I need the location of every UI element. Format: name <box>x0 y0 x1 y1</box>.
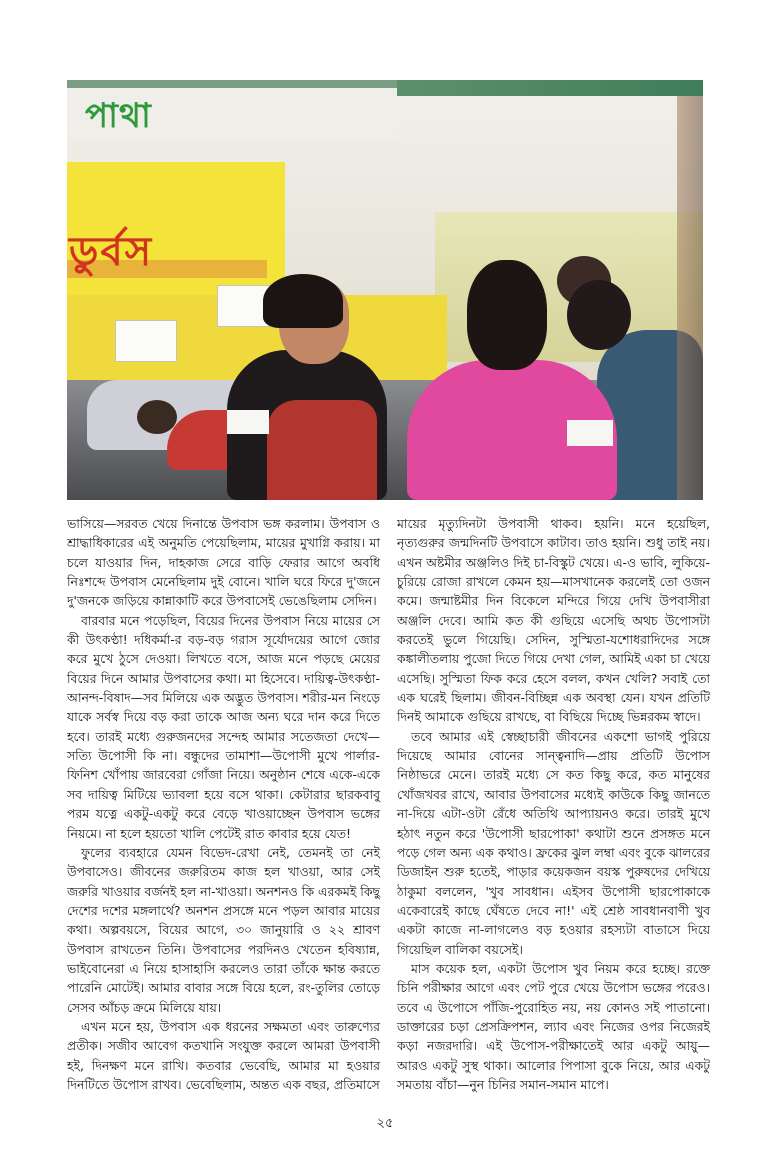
paragraph: মাস কয়েক হল, একটা উপোস খুব নিয়ম করে হচ্ছে। রক্তে চিনি পরীক্ষার আগে এবং পেট পুরে খেয়ে উপোস ভঙ্গের পরেও। তবে এ উপোসে পাঁজি-পুরোহিত নয়, নয় কোনও সই পাতানো। ডাক্তারের চড়া প্রেসক্রিপশন, ল্যাব এবং নিজের ওপর নিজেরই কড়া নজরদারি। এই উপোস-পরীক্ষাতেই আর একটু আয়ু—আরও একটু সুস্থ থাকা। আলোর পিপাসা বুকে নিয়ে, আর একটু সমতায় বাঁচা—নুন চিনির সমান-সমান মাপে। <box>397 960 710 1092</box>
photo-woman-left-sari <box>267 400 377 500</box>
photo-canopy <box>397 80 703 96</box>
paragraph: বারবার মনে পড়েছিল, বিয়ের দিনের উপবাস নিয়ে মায়ের সে কী উৎকণ্ঠা! দধিকর্মা-র বড়-বড় গরাস সূর্যোদয়ের আগে জোর করে মুখে ঠুসে দেওয়া। লিখতে বসে, আজ মনে পড়ছে মেয়ের বিয়ের দিনে আমার উপবাসের কথা। মা হিসেবে। দায়িত্ব-উৎকণ্ঠা-আনন্দ-বিষাদ—সব মিলিয়ে এক অদ্ভুত উপবাস। শরীর-মন নিংড়ে যাকে সর্বস্ব দিয়ে বড় করা তাকে আজ অন্য ঘরে দান করে দিতে হবে। তারই মধ্যে গুরুজনদের সন্দেহ আমার সতেজতা দেখে—সত্যি উপোসী কি না। বন্ধুদের তামাশা—উপোসী মুখে পার্লার-ফিনিশ খোঁপায় জারবেরা গোঁজা নিয়ে। অনুষ্ঠান শেষে একে-একে সব দায়িত্ব মিটিয়ে ভ্যাবলা হয়ে বসে থাকা। কেটারার ছারকবাবু পরম যত্নে একটু-একটু করে বেড়ে খাওয়াচ্ছেন উপবাস ভঙ্গের নিয়মে। না হলে হয়তো খালি পেটেই রাত কাবার হয়ে যেত! <box>67 612 380 841</box>
photo <box>67 80 703 500</box>
photo-paper-note <box>115 320 177 362</box>
photo-canopy-left <box>67 80 397 88</box>
right-column <box>397 514 710 1094</box>
paragraph: এখন মনে হয়, উপবাস এক ধরনের সক্ষমতা এবং তারুণ্যের প্রতীক। সজীব আবেগ কতখানি সংযুক্ত করলে আমরা উপবাসী হই, দিনক্ষণ মনে রাখি। কতবার ভেবেছি, আমার মা হওয়ার দিনটিতে উপোস রাখব। ভেবেছিলাম, অন্তত এক বছর, প্রতিমাসে <box>67 1018 380 1092</box>
paragraph: তবে আমার এই স্বেচ্ছাচারী জীবনের একশো ভাগই পুরিয়ে দিয়েছে আমার বোনের সান্ত্বনাদি—প্রায় প্রতিটি উপোস নিষ্ঠাভরে মেনে। তারই মধ্যে সে কত কিছু করে, কত মানুষের খোঁজখবর রাখে, আবার উপবাসের মধ্যেই কাউকে কিছু জানতে না-দিয়ে এটা-ওটা রেঁধে অতিথি আপ্যায়নও করে। তারই মুখে হঠাৎ নতুন করে 'উপোসী ছারপোকা' কথাটা শুনে প্রসঙ্গত মনে পড়ে গেল অন্য এক কথাও। ফ্রকের ঝুল লম্বা এবং বুকে ঝালরের ডিজাইন শুরু হতেই, পাড়ার কয়েকজন বয়স্ক পুরুষদের দেখিয়ে ঠাকুমা বললেন, 'খুব সাবধান। এইসব উপোসী ছারপোকাকে একেবারেই কাছে ঘেঁষতে দেবে না!' এই শ্রেষ্ঠ সাবধানবাণী খুব একটা কাজে না-লাগলেও বড় হওয়ার রহস্যটা বাতাসে দিয়ে গিয়েছিল বালিকা বয়সেই। <box>397 728 710 957</box>
photo-armband <box>227 410 269 434</box>
paragraph: ভাসিয়ে—সরবত খেয়ে দিনান্তে উপবাস ভঙ্গ করলাম। উপবাস ও শ্রাদ্ধাধিকারের এই অনুমতি পেয়েছিলাম, মায়ের মুখাগ্নি করায়। মা চলে যাওয়ার দিন, দাহকাজ সেরে বাড়ি ফেরার আগে অবধি নিঃশব্দে উপবাস মেনেছিলাম দুই বোনে। খালি ঘরে ফিরে দু'জনে দু'জনকে জড়িয়ে কান্নাকাটি করে উপবাসেই ভেঙেছিলাম সেদিন। <box>67 516 380 609</box>
photo-woman-left-hair <box>263 274 343 328</box>
left-column <box>67 514 380 1094</box>
page-number: ২৫ <box>376 1116 394 1131</box>
photo-panel-text: ডুর্বস <box>69 229 154 275</box>
photo-woman-pink-head <box>467 260 547 370</box>
paragraph: ফুলের ব্যবহারে যেমন বিভেদ-রেখা নেই, তেমনই তা নেই উপবাসেও। জীবনের জরুরিতম কাজ হল খাওয়া, আর সেই জরুরি খাওয়ার বর্জনই হল না-খাওয়া। অনশনও কি এরকমই কিছু দেশের দশের মঙ্গলার্থে? অনশন প্রসঙ্গে মনে পড়ল আবার মায়ের কথা। অল্পবয়সে, বিয়ের আগে, ৩০ জানুয়ারি ও ২২ শ্রাবণ উপবাস রাখতেন তিনি। উপবাসের পরদিনও খেতেন হবিষ্যান্ন, ভাইবোনেরা এ নিয়ে হাসাহাসি করলেও তারা তাঁকে ক্ষান্ত করতে পারেনি মোটেই। আমার বাবার সঙ্গে বিয়ে হলে, রং-তুলির তোড়ে সেসব আঁচড় ক্রমে মিলিয়ে যায়। <box>67 844 380 1015</box>
photo-sleeping-person-head <box>137 400 177 434</box>
photo-pillar <box>677 96 703 500</box>
photo-armband <box>567 420 613 446</box>
photo-woman-right-head <box>567 280 631 350</box>
paragraph: মায়ের মৃত্যুদিনটা উপবাসী থাকব। হয়নি। মনে হয়েছিল, নৃত্যগুরুর জন্মদিনটি উপবাসে কাটাব। তাও হয়নি। শুধু তাই নয়। এখন অষ্টমীর অঞ্জলিও দিই চা-বিস্কুট খেয়ে। এ-ও ভাবি, লুকিয়ে-চুরিয়ে রোজা রাখলে কেমন হয়—মাসখানেক করলেই তো ওজন কমে। জন্মাষ্টমীর দিন বিকেলে মন্দিরে গিয়ে দেখি উপবাসীরা অঞ্জলি দেবে। আমি কত কী গুছিয়ে এসেছি অথচ উপোসটা করতেই ভুলে গিয়েছি। সেদিন, সুস্মিতা-যশোধরাদিদের সঙ্গে কঙ্কালীতলায় পুজো দিতে গিয়ে দেখা গেল, আমিই একা চা খেয়ে এসেছি। সুস্মিতা ফিক করে হেসে বলল, কখন খেলি? সবাই তো এক ঘরেই ছিলাম। জীবন-বিচ্ছিন্ন এক অবস্থা যেন। যখন প্রতিটি দিনই আমাকে গুছিয়ে রাখছে, বা বিছিয়ে দিচ্ছে ভিন্নরকম স্বাদে। <box>397 516 710 725</box>
photo-top-banner <box>67 88 397 138</box>
photo-banner-text: পাথা <box>85 96 152 136</box>
